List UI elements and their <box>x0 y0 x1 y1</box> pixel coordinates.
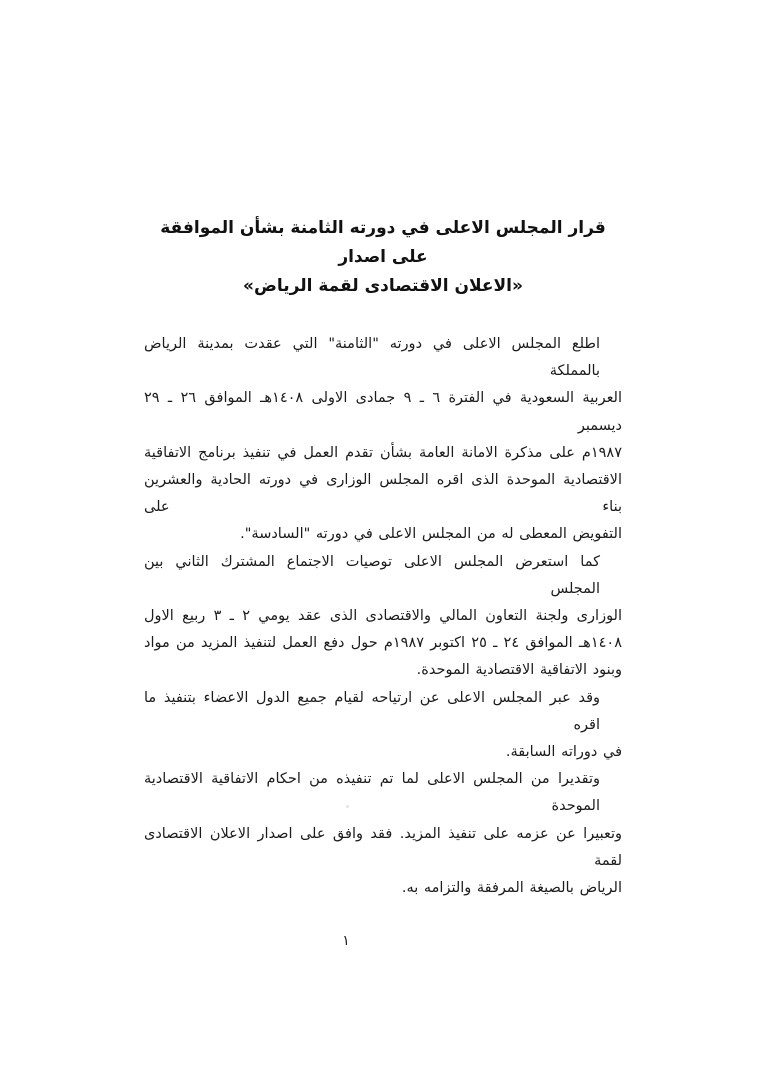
paragraph-line: اطلع المجلس الاعلى في دورته "الثامنة" التي عقدت بمدينة الرياض بالمملكة <box>144 336 600 380</box>
paragraph-line: وتقديرا من المجلس الاعلى لما تم تنفيذه من احكام الاتفاقية الاقتصادية الموحدة <box>144 771 600 815</box>
paragraph-line: الوزارى ولجنة التعاون المالي والاقتصادى الذى عقد يومي ٢ ـ ٣ ربيع الاول <box>144 608 623 625</box>
paragraph-line: وقد عبر المجلس الاعلى عن ارتياحه لقيام جميع الدول الاعضاء بتنفيذ ما اقره <box>144 689 600 733</box>
paragraph-line: كما استعرض المجلس الاعلى توصيات الاجتماع المشترك الثاني بين المجلس <box>144 553 600 597</box>
paragraph-line: وتعبيرا عن عزمه على تنفيذ المزيد. فقد وافق على اصدار الاعلان الاقتصادى لقمة <box>144 825 622 869</box>
scan-artifact-speck <box>346 805 349 808</box>
paragraph <box>144 549 622 685</box>
paragraph-line: ١٩٨٧م على مذكرة الامانة العامة بشأن تقدم العمل في تنفيذ برنامج الاتفاقية <box>144 444 622 461</box>
paragraph-line: الرياض بالصيغة المرفقة والتزامه به. <box>401 880 622 897</box>
paragraph-line: وبنود الاتفاقية الاقتصادية الموحدة. <box>416 662 622 679</box>
paragraph-line: الاقتصادية الموحدة الذى اقره المجلس الوزارى في دورته الحادية والعشرين بناء على <box>144 472 622 516</box>
paragraph <box>144 766 622 902</box>
paragraph <box>144 331 622 549</box>
document-title-line-2: «الاعلان الاقتصادى لقمة الرياض» <box>243 276 523 296</box>
paragraph-line: ١٤٠٨هـ الموافق ٢٤ ـ ٢٥ اكتوبر ١٩٨٧م حول دفع العمل لتنفيذ المزيد من مواد <box>144 635 622 652</box>
paragraph-line: في دوراته السابقة. <box>505 744 622 761</box>
document-title-line-1: قرار المجلس الاعلى في دورته الثامنة بشأن الموافقة على اصدار <box>160 218 606 267</box>
paragraph-line: التفويض المعطى له من المجلس الاعلى في دورته "السادسة". <box>240 526 622 543</box>
page-number: ١ <box>342 933 350 949</box>
paragraph <box>144 685 622 767</box>
document-body <box>144 331 622 902</box>
paragraph-line: العربية السعودية في الفترة ٦ ـ ٩ جمادى الاولى ١٤٠٨هـ الموافق ٢٦ ـ ٢٩ ديسمبر <box>144 390 623 434</box>
document-title <box>144 214 622 301</box>
text-column <box>144 0 622 902</box>
